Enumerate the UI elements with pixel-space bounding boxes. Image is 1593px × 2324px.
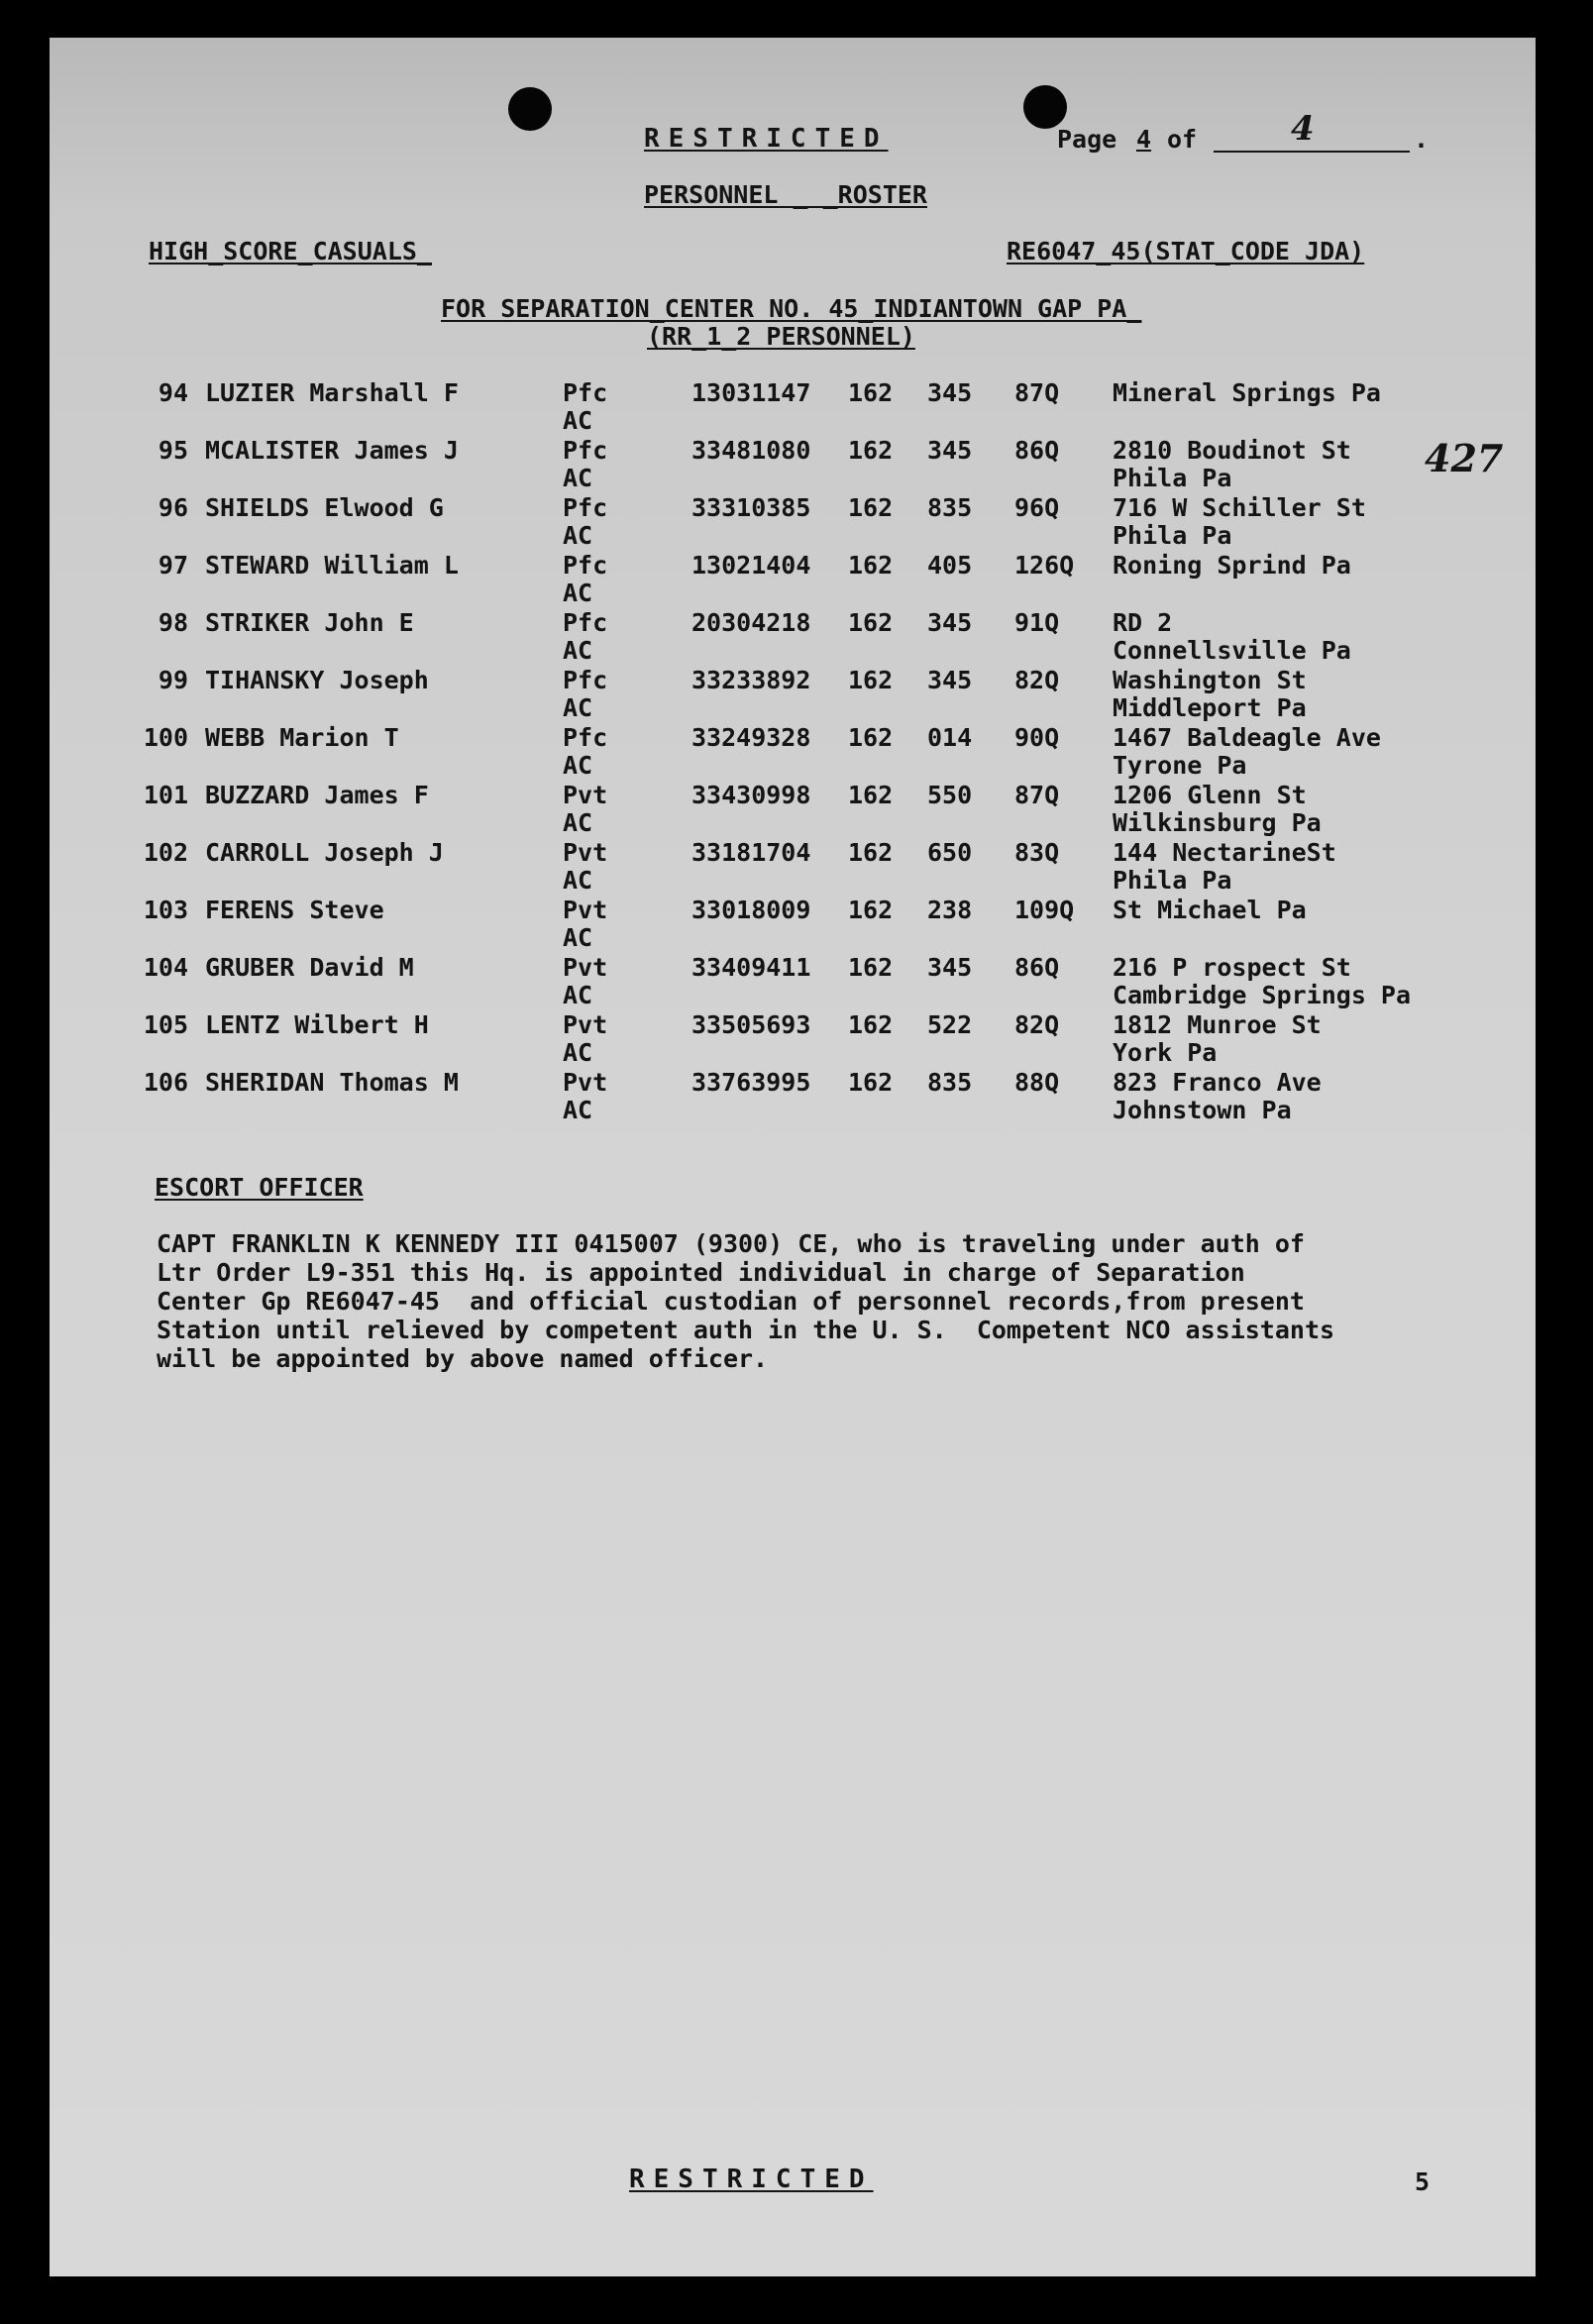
table-row (50, 1010, 1536, 1068)
table-row (50, 723, 1536, 781)
of-label: of (1167, 125, 1198, 154)
serial-number: 33505693 (691, 1010, 811, 1039)
code-c: 87Q (1014, 781, 1060, 809)
code-c: 87Q (1014, 378, 1060, 407)
table-row (50, 608, 1536, 666)
member-rank: Pfc (563, 378, 608, 407)
roster-title: PERSONNEL _ _ROSTER (644, 180, 927, 209)
address-line-2: Connellsville Pa (1113, 636, 1351, 665)
serial-number: 33430998 (691, 781, 811, 809)
address-line-1: 216 P rospect St (1113, 953, 1351, 982)
member-rank: Pfc (563, 666, 608, 694)
address-line-2: Tyrone Pa (1113, 751, 1247, 780)
code-a: 162 (848, 1010, 894, 1039)
punch-hole-left (508, 87, 552, 131)
member-rank: Pfc (563, 608, 608, 637)
code-b: 345 (927, 953, 973, 982)
escort-heading: ESCORT OFFICER (155, 1173, 364, 1202)
serial-number: 33018009 (691, 896, 811, 924)
code-a: 162 (848, 666, 894, 694)
code-b: 345 (927, 436, 973, 465)
member-branch: AC (563, 464, 593, 492)
member-name: LENTZ Wilbert H (205, 1010, 429, 1039)
row-number: 98 (158, 608, 188, 637)
row-number: 103 (143, 896, 188, 924)
member-name: FERENS Steve (205, 896, 384, 924)
address-line-1: 2810 Boudinot St (1113, 436, 1351, 465)
member-branch: AC (563, 406, 593, 435)
address-line-2: York Pa (1113, 1038, 1218, 1067)
address-line-1: RD 2 (1113, 608, 1173, 637)
code-b: 522 (927, 1010, 973, 1039)
code-b: 835 (927, 1068, 973, 1097)
code-b: 550 (927, 781, 973, 809)
row-number: 104 (143, 953, 188, 982)
classification-footer: RESTRICTED (629, 2165, 874, 2194)
code-b: 835 (927, 493, 973, 522)
member-name: STRIKER John E (205, 608, 414, 637)
table-row (50, 781, 1536, 838)
table-row (50, 953, 1536, 1010)
member-rank: Pfc (563, 493, 608, 522)
serial-number: 20304218 (691, 608, 811, 637)
address-line-1: 823 Franco Ave (1113, 1068, 1322, 1097)
destination-line: FOR SEPARATION_CENTER NO. 45_INDIANTOWN GAP PA_ (441, 294, 1142, 323)
escort-line: Center Gp RE6047-45 and official custodian of personnel records,from present (157, 1287, 1305, 1316)
table-row (50, 493, 1536, 551)
table-row (50, 378, 1536, 436)
destination-subtitle: (RR_1_2 PERSONNEL) (647, 322, 915, 351)
row-number: 99 (158, 666, 188, 694)
page-total-blank (1214, 151, 1410, 153)
page-indicator (1045, 109, 1471, 155)
serial-number: 33233892 (691, 666, 811, 694)
address-line-2: Johnstown Pa (1113, 1096, 1292, 1124)
address-line-1: Washington St (1113, 666, 1307, 694)
member-rank: Pfc (563, 436, 608, 465)
member-name: GRUBER David M (205, 953, 414, 982)
member-rank: Pvt (563, 781, 608, 809)
member-name: WEBB Marion T (205, 723, 399, 752)
code-c: 88Q (1014, 1068, 1060, 1097)
code-a: 162 (848, 896, 894, 924)
table-row (50, 1068, 1536, 1125)
member-branch: AC (563, 751, 593, 780)
serial-number: 33409411 (691, 953, 811, 982)
serial-number: 13021404 (691, 551, 811, 580)
group-name: HIGH_SCORE_CASUALS_ (149, 237, 432, 265)
table-row (50, 838, 1536, 896)
row-number: 102 (143, 838, 188, 867)
member-rank: Pvt (563, 953, 608, 982)
code-c: 82Q (1014, 1010, 1060, 1039)
escort-line: Ltr Order L9-351 this Hq. is appointed individual in charge of Separation (157, 1258, 1245, 1287)
member-rank: Pfc (563, 723, 608, 752)
code-c: 86Q (1014, 436, 1060, 465)
member-branch: AC (563, 1096, 593, 1124)
page-label: Page (1057, 125, 1117, 154)
table-row (50, 896, 1536, 953)
address-line-2: Phila Pa (1113, 866, 1232, 895)
group-code: RE6047_45(STAT_CODE JDA) (1007, 237, 1365, 265)
row-number: 100 (143, 723, 188, 752)
serial-number: 33181704 (691, 838, 811, 867)
table-row (50, 551, 1536, 608)
code-c: 126Q (1014, 551, 1075, 580)
code-b: 345 (927, 666, 973, 694)
serial-number: 13031147 (691, 378, 811, 407)
member-rank: Pvt (563, 896, 608, 924)
member-name: STEWARD William L (205, 551, 459, 580)
row-number: 94 (158, 378, 188, 407)
row-number: 101 (143, 781, 188, 809)
margin-note: 427 (1425, 436, 1504, 480)
escort-line: CAPT FRANKLIN K KENNEDY III 0415007 (9300) CE, who is traveling under auth of (157, 1229, 1305, 1258)
address-line-2: Phila Pa (1113, 464, 1232, 492)
code-a: 162 (848, 1068, 894, 1097)
row-number: 105 (143, 1010, 188, 1039)
code-b: 405 (927, 551, 973, 580)
member-branch: AC (563, 579, 593, 607)
member-name: TIHANSKY Joseph (205, 666, 429, 694)
row-number: 106 (143, 1068, 188, 1097)
serial-number: 33481080 (691, 436, 811, 465)
page-number: 4 (1136, 125, 1152, 154)
member-branch: AC (563, 981, 593, 1009)
sheet-number: 5 (1415, 2167, 1431, 2196)
member-branch: AC (563, 1038, 593, 1067)
member-branch: AC (563, 866, 593, 895)
member-name: BUZZARD James F (205, 781, 429, 809)
code-b: 238 (927, 896, 973, 924)
member-name: SHERIDAN Thomas M (205, 1068, 459, 1097)
code-a: 162 (848, 781, 894, 809)
code-a: 162 (848, 953, 894, 982)
table-row (50, 666, 1536, 723)
address-line-1: 716 W Schiller St (1113, 493, 1366, 522)
address-line-1: 1467 Baldeagle Ave (1113, 723, 1381, 752)
address-line-1: Mineral Springs Pa (1113, 378, 1381, 407)
member-branch: AC (563, 693, 593, 722)
address-line-1: 1206 Glenn St (1113, 781, 1307, 809)
classification-header: RESTRICTED (644, 124, 889, 154)
table-row (50, 436, 1536, 493)
row-number: 95 (158, 436, 188, 465)
code-c: 86Q (1014, 953, 1060, 982)
escort-line: will be appointed by above named officer. (157, 1344, 769, 1373)
member-rank: Pvt (563, 838, 608, 867)
member-branch: AC (563, 923, 593, 952)
address-line-2: Middleport Pa (1113, 693, 1307, 722)
address-line-1: 1812 Munroe St (1113, 1010, 1322, 1039)
serial-number: 33763995 (691, 1068, 811, 1097)
code-a: 162 (848, 493, 894, 522)
document-page (50, 38, 1536, 2276)
address-line-2: Phila Pa (1113, 521, 1232, 550)
address-line-1: St Michael Pa (1113, 896, 1307, 924)
member-name: LUZIER Marshall F (205, 378, 459, 407)
member-name: CARROLL Joseph J (205, 838, 444, 867)
page-total-handwritten: 4 (1291, 109, 1315, 149)
serial-number: 33249328 (691, 723, 811, 752)
code-c: 91Q (1014, 608, 1060, 637)
code-a: 162 (848, 436, 894, 465)
code-c: 83Q (1014, 838, 1060, 867)
member-branch: AC (563, 521, 593, 550)
address-line-2: Cambridge Springs Pa (1113, 981, 1412, 1009)
address-line-1: Roning Sprind Pa (1113, 551, 1351, 580)
member-rank: Pvt (563, 1068, 608, 1097)
code-b: 650 (927, 838, 973, 867)
member-name: MCALISTER James J (205, 436, 459, 465)
member-rank: Pfc (563, 551, 608, 580)
member-name: SHIELDS Elwood G (205, 493, 444, 522)
code-b: 014 (927, 723, 973, 752)
code-a: 162 (848, 723, 894, 752)
code-a: 162 (848, 838, 894, 867)
code-c: 82Q (1014, 666, 1060, 694)
member-branch: AC (563, 808, 593, 837)
code-a: 162 (848, 378, 894, 407)
page-total-period: . (1414, 125, 1430, 154)
escort-line: Station until relieved by competent auth in the U. S. Competent NCO assistants (157, 1316, 1335, 1344)
code-c: 96Q (1014, 493, 1060, 522)
code-b: 345 (927, 378, 973, 407)
code-a: 162 (848, 608, 894, 637)
row-number: 97 (158, 551, 188, 580)
member-rank: Pvt (563, 1010, 608, 1039)
member-branch: AC (563, 636, 593, 665)
address-line-2: Wilkinsburg Pa (1113, 808, 1322, 837)
code-a: 162 (848, 551, 894, 580)
row-number: 96 (158, 493, 188, 522)
address-line-1: 144 NectarineSt (1113, 838, 1336, 867)
code-c: 109Q (1014, 896, 1075, 924)
code-c: 90Q (1014, 723, 1060, 752)
code-b: 345 (927, 608, 973, 637)
serial-number: 33310385 (691, 493, 811, 522)
